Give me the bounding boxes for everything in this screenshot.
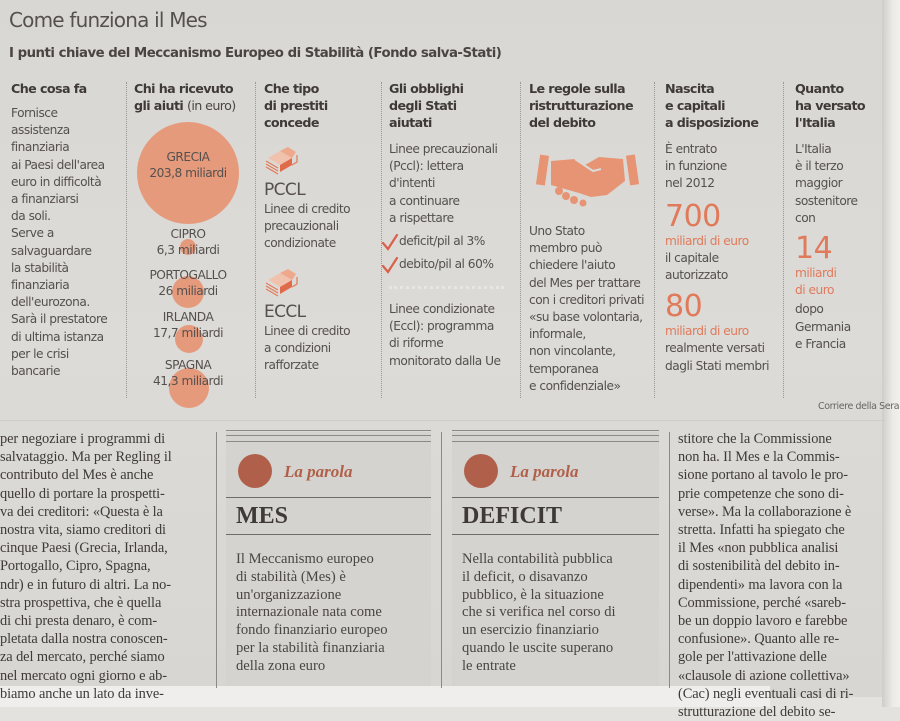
check-label: debito/pil al 60% [399, 257, 494, 272]
box-top-rules [226, 430, 431, 442]
text-line: per le crisi [11, 346, 69, 361]
text-line: pubblico, è la situazione [462, 586, 604, 603]
article-line: nel mercato ogni giorno e ab- [0, 667, 167, 684]
column-body [11, 105, 123, 380]
loan-name: ECCL [264, 301, 306, 322]
heading-unit: (in euro) [186, 98, 236, 113]
italy-unit: di euro [795, 283, 834, 298]
column-italy-contribution [795, 80, 885, 353]
article-line: Commissione, perché «sareb- [678, 594, 846, 611]
glossary-box-deficit [452, 432, 659, 686]
check-item [382, 253, 519, 276]
figure-authorized-capital [665, 198, 783, 285]
text-line: Sarà il prestatore [11, 312, 108, 327]
text-line: assistenza [11, 123, 70, 138]
article-line: za del mercato, perché siamo [0, 649, 165, 666]
text-line: Nella contabilità pubblica [462, 551, 613, 567]
article-line: contributo del Mes è anche [0, 467, 154, 484]
heading-line: Nascita [665, 81, 715, 96]
red-dot-icon [464, 454, 498, 488]
glossary-word: MES [236, 503, 289, 529]
heading-line: Le regole sulla [529, 81, 625, 96]
text-line: un esercizio finanziario [462, 622, 599, 639]
country-name: IRLANDA [162, 310, 214, 324]
text-line: d'intenti [389, 176, 435, 191]
aid-bubble-chart [130, 120, 250, 400]
source-credit: Corriere della Sera [818, 401, 900, 412]
text-line: il capitale [665, 250, 719, 265]
text-line: Linee condizionate [389, 302, 495, 317]
country-name: PORTOGALLO [149, 268, 227, 282]
column-heading [665, 80, 783, 131]
text-line: euro in difficoltà [11, 174, 102, 189]
column-heading-line2 [134, 97, 252, 114]
text-line: dagli Stati membri [665, 358, 769, 373]
heading-line: ristrutturazione [529, 98, 633, 113]
text-line: membro può [529, 241, 602, 256]
text-line: Germania [795, 319, 851, 334]
bubble-label-portogallo [128, 268, 248, 299]
dotted-separator [389, 286, 504, 289]
divider [226, 497, 431, 498]
text-line: Linee precauzionali [389, 142, 498, 156]
article-line: Portogallo, Cipro, Spagna, [0, 558, 151, 575]
column-heading [389, 80, 519, 131]
article-line: «clausole di azione collettiva» [678, 667, 850, 684]
glossary-definition [462, 551, 616, 676]
text-line: un'organizzazione [236, 586, 342, 603]
article-line: di sostenibilità del debito in- [678, 558, 840, 575]
column-divider [783, 82, 784, 398]
country-amount: 41,3 miliardi [153, 373, 223, 388]
article-column-left [0, 430, 212, 703]
text-line: chiedere l'aiuto [529, 258, 616, 273]
heading-bold: gli aiuti [134, 98, 184, 113]
divider [452, 497, 659, 498]
checkmark-icon [382, 234, 398, 250]
text-line: finanziaria [11, 140, 70, 155]
text-line: finanziaria [11, 278, 70, 293]
text-line: del Mes per trattare [529, 275, 641, 290]
check-label: deficit/pil al 3% [399, 234, 485, 249]
article-line: stretta. Infatti ha spiegato che [678, 522, 845, 539]
glossary-box-mes [226, 432, 431, 686]
text-line: con [795, 210, 816, 225]
section-rule [0, 420, 885, 421]
figure-unit: miliardi di euro [665, 324, 749, 339]
loan-name: PCCL [264, 180, 306, 200]
text-line: e Francia [795, 336, 846, 351]
column-debt-rules [529, 80, 653, 395]
article-line: il Mes «non pubblica analisi [678, 540, 839, 557]
country-amount: 6,3 miliardi [156, 242, 220, 257]
text-line: Serve a [11, 226, 54, 241]
text-line: per la stabilità finanziaria [236, 639, 385, 656]
infographic-title: Come funziona il Mes [9, 8, 207, 32]
loan-description [264, 323, 380, 375]
article-line: dipendenti» ma lavora con la [678, 576, 843, 593]
country-name: SPAGNA [164, 358, 212, 372]
country-amount: 203,8 miliardi [149, 165, 227, 180]
text-line: fondo finanziario europeo [236, 622, 388, 639]
article-line: non ha. Il Mes e la Commis- [678, 449, 840, 466]
box-top-rules [452, 430, 659, 442]
column-divider [520, 82, 521, 398]
text-line: non vincolante, [529, 344, 616, 359]
column-heading [795, 80, 885, 131]
column-loan-types [264, 80, 380, 374]
article-line: per negoziare i programmi di [0, 431, 166, 447]
text-line: la stabilità [11, 260, 69, 275]
text-line: rafforzate [264, 358, 319, 373]
figure-unit: miliardi di euro [665, 233, 749, 248]
text-line: precauzionali [264, 219, 339, 234]
column-heading [264, 80, 380, 131]
bubble-label-spagna [128, 358, 248, 389]
column-divider [255, 82, 256, 398]
text-line: Uno Stato [529, 224, 585, 238]
bubble-label-cipro [128, 227, 248, 258]
column-divider [126, 82, 127, 398]
article-line: confusione». Quanto alle re- [678, 631, 840, 648]
text-line: di riforme [389, 336, 444, 351]
stacked-layers-icon [264, 267, 300, 297]
heading-line: Quanto [795, 81, 844, 96]
obligations-outro [389, 301, 519, 370]
check-item [382, 230, 519, 253]
article-line: biamo anche un lato da inve- [0, 685, 164, 702]
article-line: va dei creditori: «Questa è la [0, 503, 163, 520]
text-line: nel 2012 [665, 176, 715, 191]
article-line: prie competenze che sono di- [678, 485, 844, 502]
text-line: condizionate [264, 236, 336, 251]
text-line: è il terzo [795, 159, 844, 174]
heading-line: ha versato [795, 98, 866, 113]
article-line: sione portano al tavolo le pro- [678, 467, 848, 484]
text-line: da soli. [11, 209, 51, 224]
text-line: bancarie [11, 364, 60, 379]
text-line: in funzione [665, 159, 727, 174]
infographic-subtitle: I punti chiave del Meccanismo Europeo di Stabilità (Fondo salva-Stati) [9, 46, 502, 61]
loan-item-pccl [264, 145, 380, 253]
article-line: be un doppio lavoro e farebbe [678, 613, 848, 630]
glossary-word: DEFICIT [462, 503, 563, 529]
column-heading [529, 80, 653, 131]
glossary-kicker: La parola [284, 462, 353, 481]
text-line: con i creditori privati [529, 292, 645, 307]
text-line: (Eccl): programma [389, 319, 494, 334]
text-line: le entrate [462, 657, 516, 674]
column-founding-capital [665, 80, 783, 375]
country-name: GRECIA [166, 150, 210, 164]
article-line: stra prospettiva, che è quella [0, 594, 162, 611]
text-line: a continuare [389, 193, 460, 208]
divider [226, 534, 431, 535]
article-line: stitore che la Commissione [678, 431, 832, 447]
text-line: dopo [795, 302, 824, 317]
italy-value: 14 [795, 231, 833, 267]
article-column-right [678, 430, 884, 721]
country-amount: 17,7 miliardi [153, 325, 223, 340]
text-line: a condizioni [264, 340, 331, 355]
text-line: salvaguardare [11, 243, 92, 258]
italy-outro [795, 301, 885, 353]
text-line: Linee di credito [264, 202, 351, 216]
column-rule [669, 432, 670, 688]
text-line: internazionale nata come [236, 604, 382, 621]
article-line: nostra vita, siamo creditori di [0, 522, 166, 539]
text-line: autorizzato [665, 268, 728, 283]
figure-value: 700 [665, 198, 721, 234]
heading-line: l'Italia [795, 115, 836, 130]
text-line: Il Meccanismo europeo [236, 551, 374, 567]
text-line: È entrato [665, 142, 717, 156]
handshake-icon [535, 147, 640, 207]
article-line: strutturazione del debito se- [678, 704, 836, 721]
heading-line: Che tipo [264, 81, 319, 96]
heading-line: degli Stati [389, 98, 457, 113]
obligations-intro [389, 141, 519, 227]
stacked-layers-icon [264, 145, 300, 175]
country-name: CIPRO [170, 227, 206, 241]
column-aid-recipients [134, 80, 252, 114]
text-line: realmente versati [665, 341, 765, 356]
heading-line: e capitali [665, 98, 725, 113]
text-line: «su base volontaria, [529, 310, 643, 325]
founding-intro [665, 141, 783, 193]
text-line: temporanea [529, 361, 599, 376]
loan-item-eccl [264, 267, 380, 375]
red-dot-icon [238, 454, 272, 488]
text-line: che si verifica nel corso di [462, 604, 616, 621]
text-line: di stabilità (Mes) è [236, 568, 346, 585]
article-line: salvataggio. Ma per Regling il [0, 449, 172, 466]
figure-paid-in-capital [665, 291, 783, 375]
loan-description [264, 201, 380, 253]
article-line: pletata dalla nostra conoscen- [0, 631, 168, 648]
text-line: a rispettare [389, 210, 454, 225]
article-line: verse». Ma la collaborazione è [678, 503, 852, 520]
article-line: cinque Paesi (Grecia, Irlanda, [0, 540, 168, 557]
heading-line: di prestiti [264, 98, 328, 113]
text-line: Fornisce [11, 106, 58, 120]
heading-line: aiutati [389, 115, 432, 130]
column-rule [216, 432, 217, 688]
bubble-label-irlanda [128, 310, 248, 341]
text-line: e confidenziale» [529, 378, 621, 393]
column-divider [654, 82, 655, 398]
heading-line: concede [264, 115, 319, 130]
glossary-kicker: La parola [510, 462, 579, 481]
heading-line: del debito [529, 115, 596, 130]
checkmark-icon [382, 257, 398, 273]
text-line: monitorato dalla Ue [389, 353, 501, 368]
text-line: quando le uscite superano [462, 639, 614, 656]
divider [452, 534, 659, 535]
article-line: quello di portare la prospetti- [0, 485, 165, 502]
article-line: gole per l'attivazione delle [678, 649, 827, 666]
text-line: Linee di credito [264, 323, 351, 338]
column-heading: Chi ha ricevuto [134, 81, 233, 96]
column-obligations [389, 80, 519, 370]
heading-line: Gli obblighi [389, 81, 464, 96]
article-line: di chi presta denaro, è com- [0, 613, 158, 630]
article-line: (Cac) negli eventuali casi di ri- [678, 685, 854, 702]
bubble-label-grecia [128, 150, 248, 181]
column-rule [441, 432, 442, 688]
article-line: ndr) e in futuro di altri. La no- [0, 576, 171, 593]
text-line: informale, [529, 327, 586, 342]
text-line: della zona euro [236, 657, 326, 674]
text-line: dell'eurozona. [11, 295, 90, 310]
text-line: a finanziarsi [11, 192, 79, 207]
figure-value: 80 [665, 289, 703, 325]
text-line: di ultima istanza [11, 329, 104, 344]
text-line: ai Paesi dell'area [11, 157, 105, 172]
italy-intro [795, 141, 885, 227]
text-line: sostenitore [795, 193, 858, 208]
country-amount: 26 miliardi [158, 283, 218, 298]
glossary-definition [236, 551, 388, 676]
column-what-it-does [11, 80, 123, 380]
debt-rules-body [529, 223, 653, 395]
text-line: L'Italia [795, 142, 832, 156]
text-line: maggior [795, 176, 843, 191]
heading-line: a disposizione [665, 115, 759, 130]
text-line: il deficit, o disavanzo [462, 568, 588, 585]
obligations-checklist [382, 230, 519, 276]
text-line: (Pccl): lettera [389, 159, 464, 174]
italy-unit: miliardi [795, 266, 837, 281]
column-heading: Che cosa fa [11, 81, 87, 96]
